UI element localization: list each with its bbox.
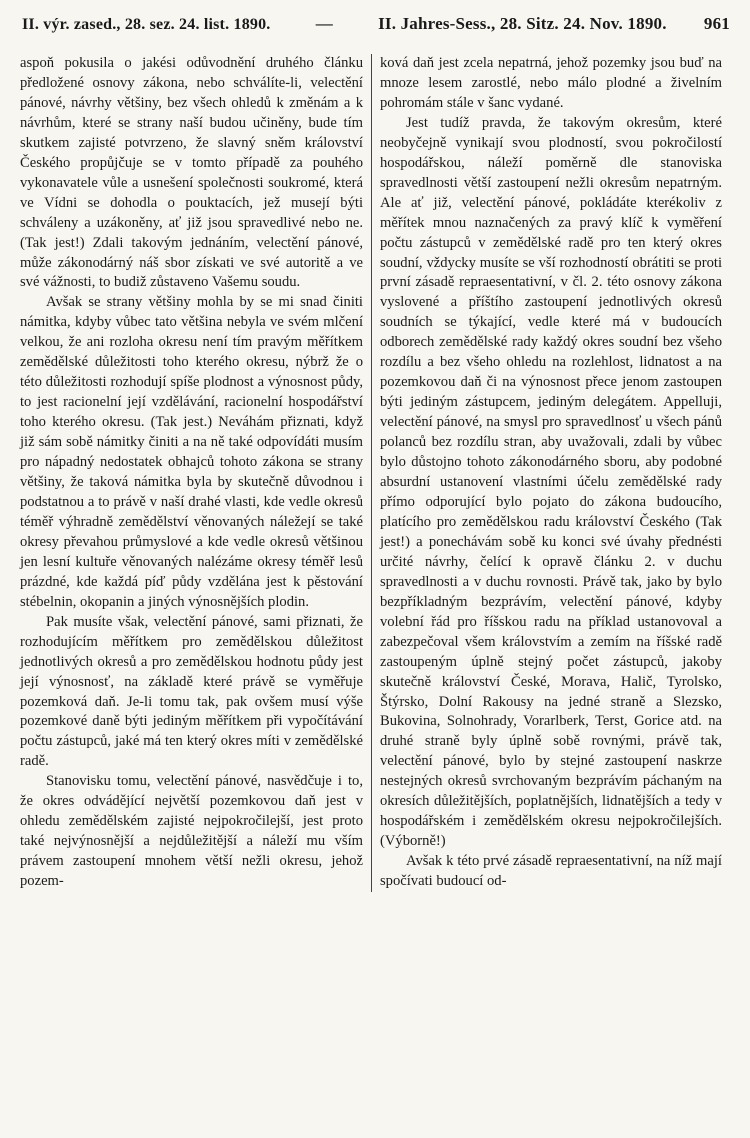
header-separator: — bbox=[315, 14, 333, 33]
text-columns bbox=[20, 54, 732, 892]
paragraph: Avšak k této prvé zásadě repraesentativní, na níž mají spočívati budoucí od- bbox=[380, 853, 722, 890]
paragraph: ková daň jest zcela nepatrná, jehož pozemky jsou buď na mnoze lesem zarostlé, nebo málo plodné a živelním pohromám stále v šanc vydané. bbox=[380, 55, 722, 111]
header-czech: II. výr. zased., 28. sez. 24. list. 1890. bbox=[22, 16, 271, 33]
paragraph: Jest tudíž pravda, že takovým okresům, které neobyčejně vynikají svou plodností, svou pokročilostí hospodářskou, náleží poměrně dle stanoviska spravedlnosti větší zastoupení nežli okresům nepatrným. Ale ať již, velectění pánové, pokládáte kterékoliv z měřítek mnou naznačených za pravý klíč k vyměření počtu zástupců v zemědělské radě pro ten který okres soudní, vždycky musíte se vší rozhodností obrátiti se proti první zásadě repraesentativní, v čl. 2. této osnovy zákona vyslovené a příštího zastoupení jednotlivých okresů soudních se týkající, vedle které má v budoucích odborech zemědělské rady každý okres soudní bez všeho rozdílu a bez všeho ohledu na rozlehlost, lidnatost a na pozemkovou daň či na výnosnost přece jenom zastoupen býti jediným zástupcem, jediným delegátem. Appelluji, velectění pánové, na smysl pro spravedlnosť u všech pánů polanců bez rozdílu stran, aby uvažovali, zdali by vůbec bylo důstojno tohoto zákonodárného sboru, aby podobné absurdní ustanovení vlastními účelu zemědělské rady přímo odporující bylo pojato do zákona budoucího, platícího pro zemědělskou radu království Českého (Tak jest!) a ponechávám sobě ku konci své úvahy přednésti určité návrhy, čelící k opravě článku 2. v duchu spravedlnosti a v duchu rovnosti. Právě tak, jako by bylo bezpříkladným bezprávím, velectění pánové, kdyby volební řád pro říšskou radu na příklad ustanovoval a zabezpečoval všem královstvím a zemím na říšské radě zastoupeným úplně stejný počet zástupců, jakoby skutečně království České, Morava, Halič, Tyrolsko, Štýrsko, Dolní Rakousy na jedné straně a Slezsko, Bukovina, Solnohrady, Vorarlberk, Terst, Gorice atd. na druhé straně byly úplně sobě rovnými, právě tak, velectění pánové, bylo by stejné zastoupení naskrze nestejných okresů svrchovaným bezprávím páchaným na okresích důležitějších, poplatnějších, lidnatějších a tedy v hospodářském i zemědělském okresu nejpokročilejších. (Výborně!) bbox=[380, 114, 722, 850]
right-column bbox=[371, 54, 722, 892]
paragraph: aspoň pokusila o jakési odůvodnění druhého článku předložené osnovy zákona, nebo schválíte-li, velectění pánové, návrhy většiny, bez všech ohledů k změnám a k návrhům, které se strany naší budou učiněny, bude tím skutkem zajisté potvrzeno, že slavný sněm království Českého propůjčuje se v tomto případě za pouhého vykonavatele vůle a usnešení společnosti soukromé, která ve Vídni se dohodla o pouktacích, jež musejí býti schváleny a uzákoněny, ať již jsou spravedlivé nebo ne. (Tak jest!) Zdali takovým jednáním, velectění pánové, může zákonodárný náš sbor získati ve své autoritě a ve své vážnosti, to budiž zůstaveno Vašemu soudu. bbox=[20, 55, 363, 291]
page-number: 961 bbox=[703, 14, 730, 33]
running-header bbox=[20, 14, 732, 44]
header-german: II. Jahres-Sess., 28. Sitz. 24. Nov. 1890. bbox=[378, 14, 667, 33]
paragraph: Stanovisku tomu, velectění pánové, nasvědčuje i to, že okres odvádějící největší pozemkovou daň jest v ohledu zemědělském zajisté nejpokročilejší, jest proto také nejvýnosnější a nejdůležitější a náleží mu vším právem zastoupení mnohem větší nežli okresu, jehož pozem- bbox=[20, 773, 363, 890]
left-column bbox=[20, 54, 371, 892]
paragraph: Avšak se strany většiny mohla by se mi snad činiti námitka, kdyby vůbec tato většina nebyla ve svém mlčení velkou, že ani rozloha okresu není tím pravým měřítkem zemědělské důležitosti toho kterého okresu, nýbrž že o této důležitosti rozhodují spíše plodnost a výnosnost půdy, to jest racionelní její vzdělávání, racionelní hospodářství toho kterého okresu. (Tak jest.) Neváhám přiznati, když již sám sobě námitky činiti a na ně také odpovídáti musím pro nápadný nedostatek obhajců tohoto zákona se strany většiny, že taková námitka byla by skutečně důvodnou i podstatnou a to právě v naší drahé vlasti, kde vedle okresů téměř výhradně zemědělství věnovaných náležejí se také okresy převahou průmyslové a kde vedle okresů většinou jen lesní kultuře věnovaných nalézáme okresy téměř lesů prázdné, kde každá píď půdy vzdělána jest k pěstování stébelnin, okopanin a jiných výnosnějších plodin. bbox=[20, 294, 363, 610]
paragraph: Pak musíte však, velectění pánové, sami přiznati, že rozhodujícím měřítkem pro zemědělskou důležitost jednotlivých okresů a pro zemědělskou hodnotu půdy jest její výnosnosť, na základě které právě se vyměřuje pozemková daň. Je-li tomu tak, pak ovšem musí výše pozemkové daně býti jediným měřítkem při vypočítávání počtu zástupců, jaké má ten který okres míti v zemědělské radě. bbox=[20, 613, 363, 770]
